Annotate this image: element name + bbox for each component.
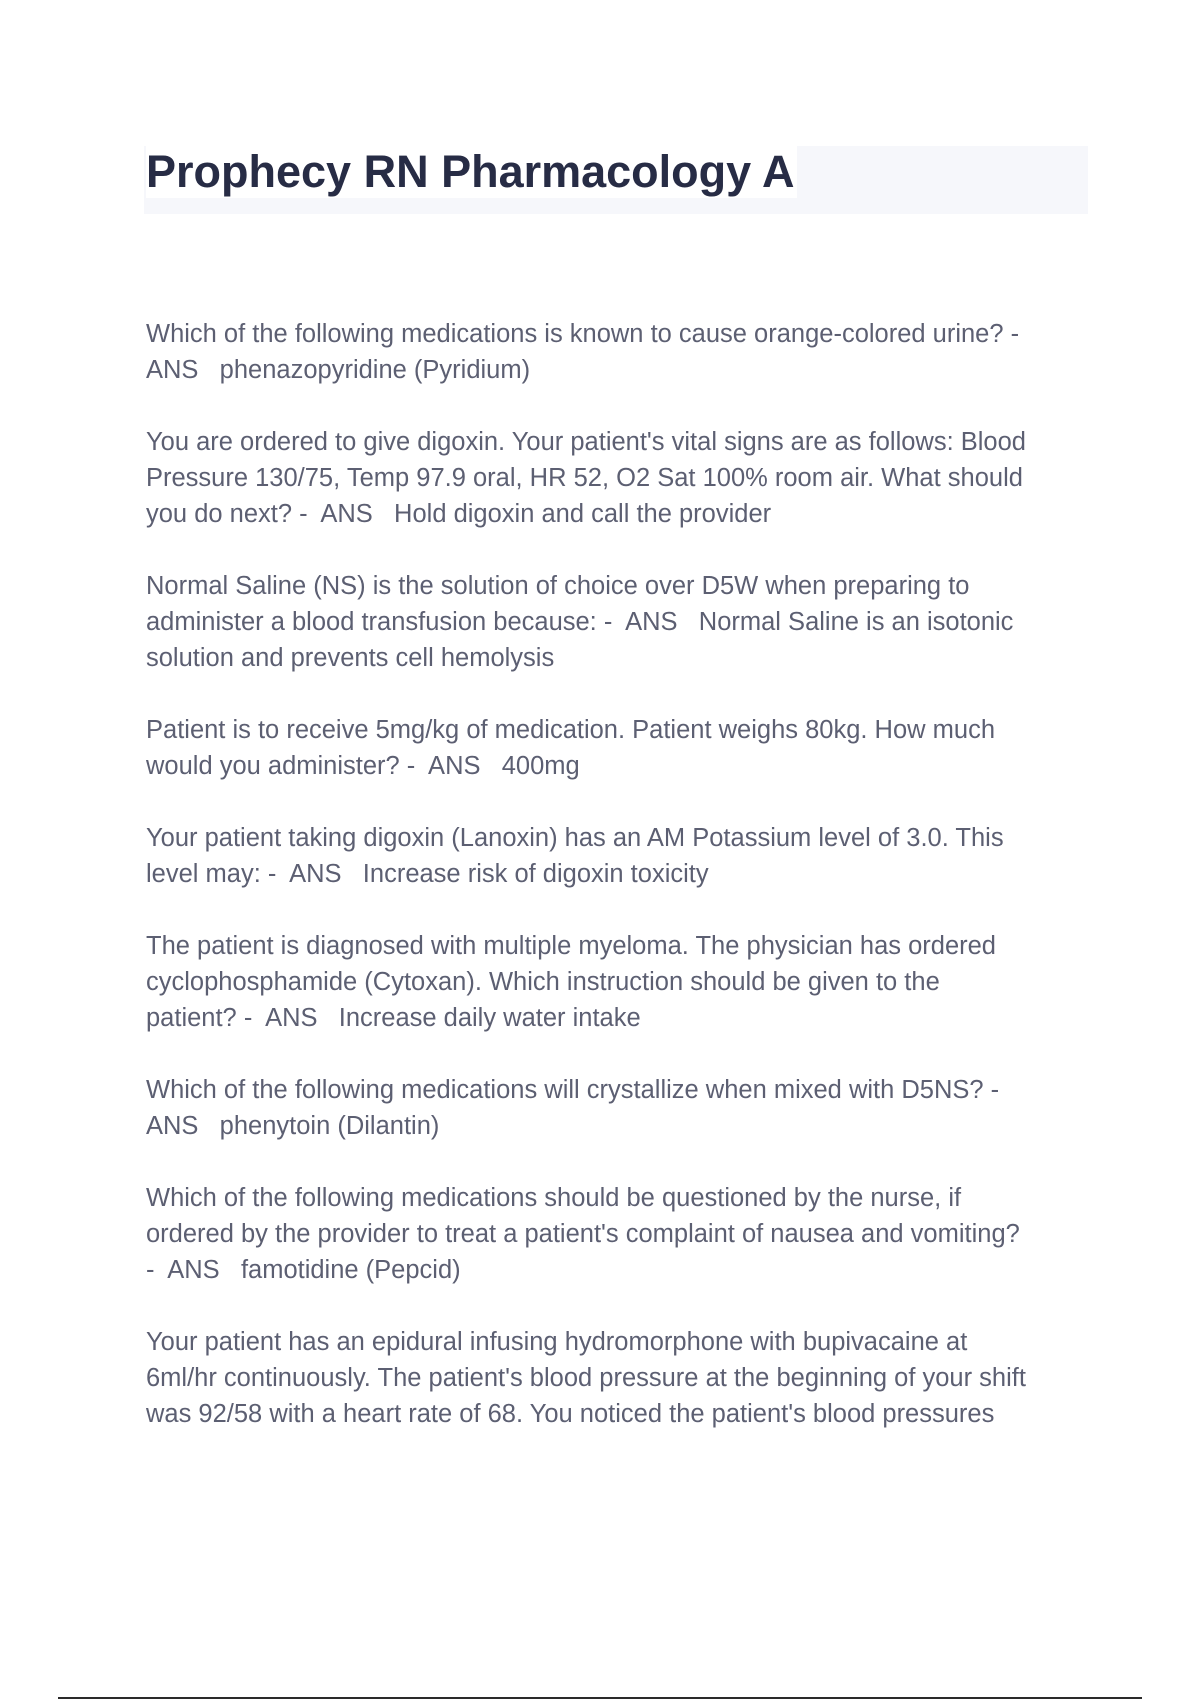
question-answer-list [146, 316, 1096, 1468]
page-title: Prophecy RN Pharmacology A [146, 146, 795, 197]
qa-item-4: Patient is to receive 5mg/kg of medication. Patient weighs 80kg. How much would you administer? - ANS 400mg [146, 716, 996, 780]
qa-item-5: Your patient taking digoxin (Lanoxin) has an AM Potassium level of 3.0. This level may: - ANS Increase risk of digoxin toxicity [146, 824, 1004, 888]
qa-item-6: The patient is diagnosed with multiple myeloma. The physician has ordered cyclophosphamide (Cytoxan). Which instruction should be given to the patient? - ANS Increase daily water intake [146, 932, 996, 1032]
qa-item-8: Which of the following medications should be questioned by the nurse, if ordered by the provider to treat a patient's complaint of nausea and vomiting? - ANS famotidine (Pepcid) [146, 1184, 1020, 1284]
qa-item-9: Your patient has an epidural infusing hydromorphone with bupivacaine at 6ml/hr continuously. The patient's blood pressure at the beginning of your shift was 92/58 with a heart rate of 68. You noticed the patient's blood pressures [146, 1328, 1026, 1428]
qa-item-1: Which of the following medications is known to cause orange-colored urine? - ANS phenazopyridine (Pyridium) [146, 320, 1020, 384]
qa-item-7: Which of the following medications will crystallize when mixed with D5NS? - ANS phenytoin (Dilantin) [146, 1076, 1000, 1140]
qa-item-3: Normal Saline (NS) is the solution of choice over D5W when preparing to administer a blood transfusion because: - ANS Normal Saline is an isotonic solution and prevents cell hemolysis [146, 572, 1014, 672]
qa-item-2: You are ordered to give digoxin. Your patient's vital signs are as follows: Blood Pressure 130/75, Temp 97.9 oral, HR 52, O2 Sat 100% room air. What should you do next? - ANS Hold digoxin and call the provider [146, 428, 1026, 528]
footer-rule [58, 1697, 1142, 1699]
